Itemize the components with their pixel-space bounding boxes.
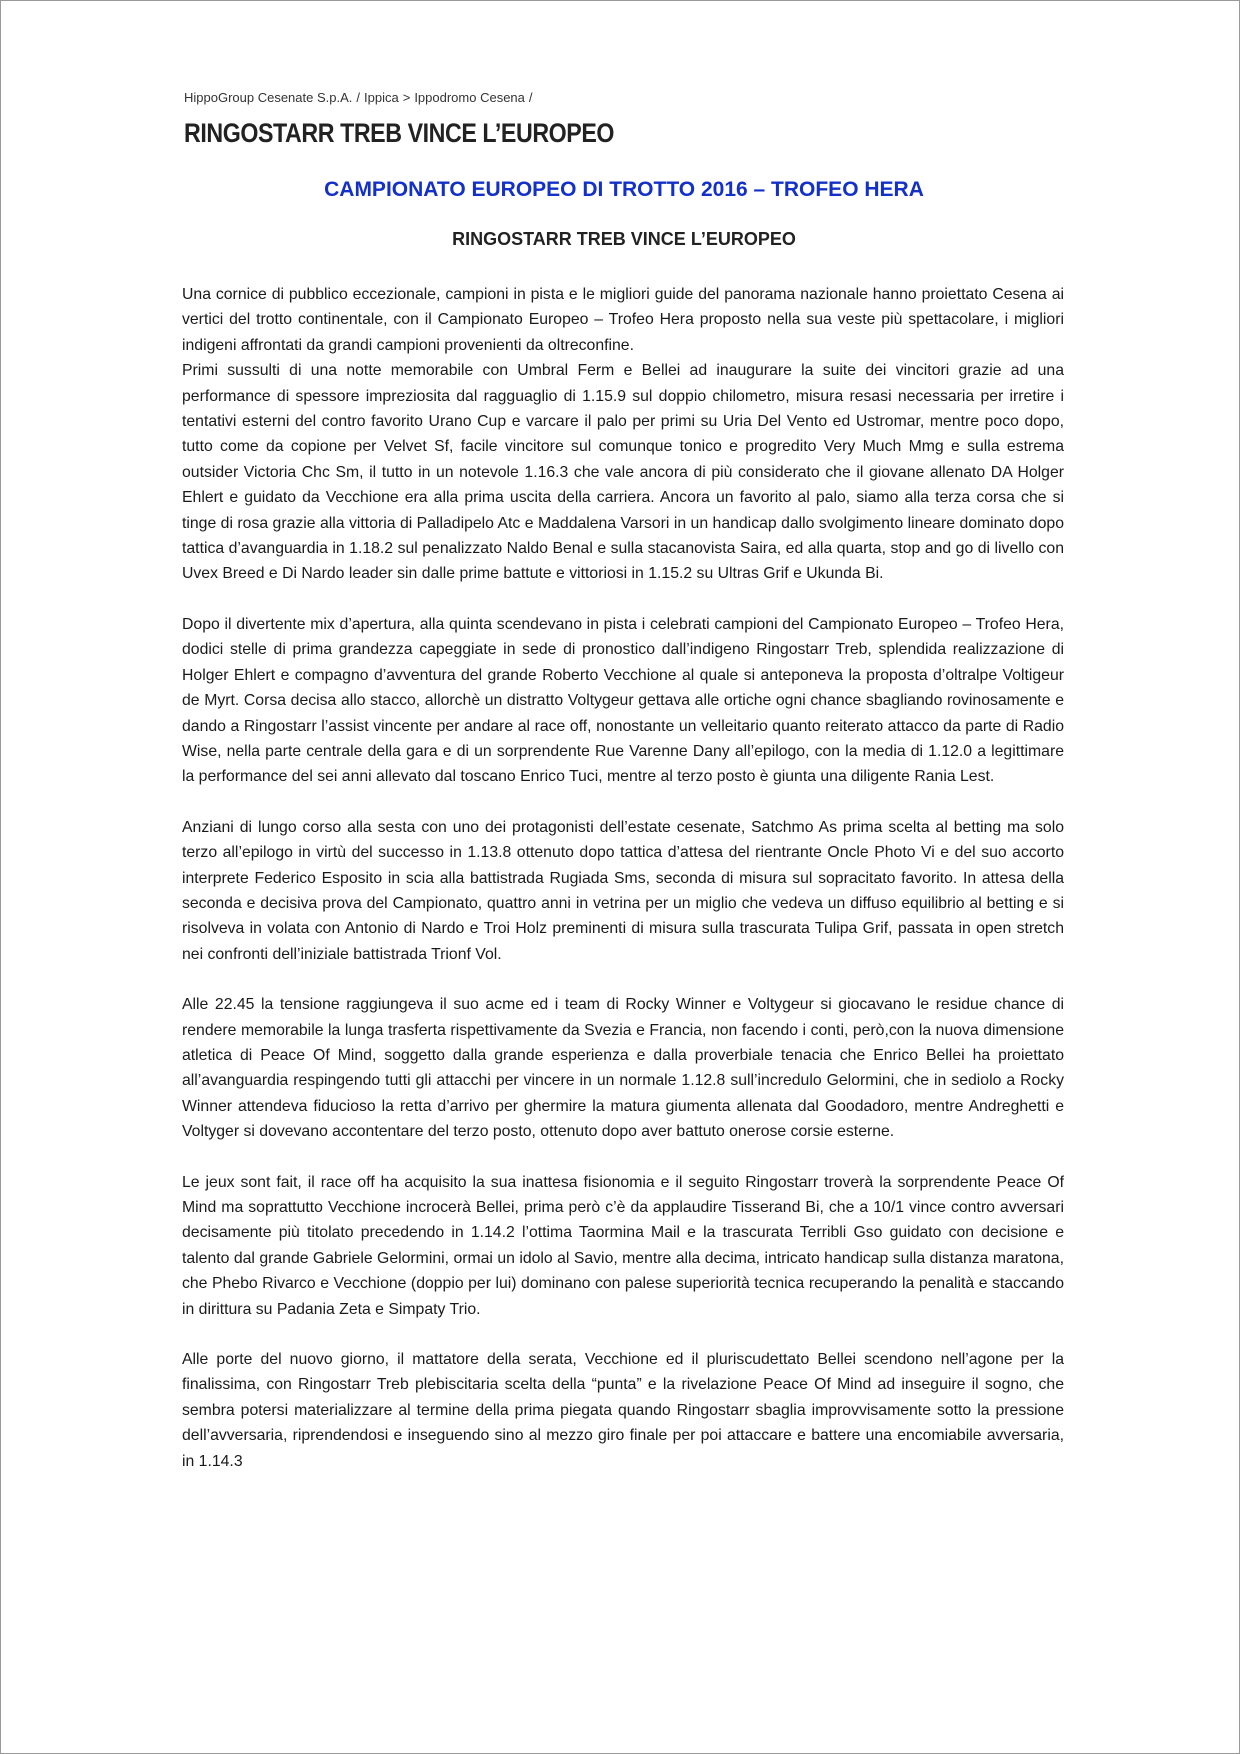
article-main-heading: CAMPIONATO EUROPEO DI TROTTO 2016 – TROFEO HERA — [324, 178, 924, 201]
article-paragraph: Una cornice di pubblico eccezionale, campioni in pista e le migliori guide del panorama nazionale hanno proiettato Cesena ai vertici del trotto continentale, con il Campionato Europeo – Trofeo Hera proposto nella sua veste più spettacolare, i migliori indigeni affrontati da grandi campioni provenienti da oltreconfine. — [182, 286, 1064, 354]
article-sub-heading: RINGOSTARR TREB VINCE L’EUROPEO — [452, 229, 796, 249]
article-paragraph: Alle 22.45 la tensione raggiungeva il suo acme ed i team di Rocky Winner e Voltygeur si giocavano le residue chance di rendere memorabile la lunga trasferta rispettivamente da Svezia e Francia, non facendo i conti, però,con la nuova dimensione atletica di Peace Of Mind, soggetto dalla grande esperienza e dalla proverbiale tenacia che Enrico Bellei ha proiettato all’avanguardia respingendo tutti gli attacchi per vincere in un normale 1.12.8 sull’incredulo Gelormini, che in sediolo a Rocky Winner attendeva fiducioso la retta d’arrivo per ghermire la matura giumenta allenata dal Goodadoro, mentre Andreghetti e Voltyger si dovevano accontentare del terzo posto, ottenuto dopo aver battuto onerose corsie esterne. — [182, 996, 1064, 1141]
article-paragraph: Le jeux sont fait, il race off ha acquisito la sua inattesa fisionomia e il seguito Ringostarr troverà la sorprendente Peace Of Mind ma soprattutto Vecchione incrocerà Bellei, prima però c’è da applaudire Tisserand Bi, che a 10/1 vince contro avversari decisamente più titolato precedendo in 1.14.2 l’ottima Taormina Mail e la trascurata Terribli Gso guidato con decisione e talento dal grande Gabriele Gelormini, ormai un idolo al Savio, mentre alla decima, intricato handicap sulla distanza maratona, che Phebo Rivarco e Vecchione (doppio per lui) dominano con palese superiorità tecnica recuperando la penalità e staccando in dirittura su Padania Zeta e Simpaty Trio. — [182, 1173, 1064, 1318]
breadcrumb-section[interactable]: Ippica — [364, 90, 399, 105]
breadcrumb — [184, 90, 537, 105]
breadcrumb-page[interactable]: Ippodromo Cesena — [414, 90, 525, 105]
article-paragraph: Anziani di lungo corso alla sesta con uno dei protagonisti dell’estate cesenate, Satchmo As prima scelta al betting ma solo terzo all’epilogo in virtù del successo in 1.13.8 ottenuto dopo tattica d’attesa del rientrante Oncle Photo Vi e del suo accorto interprete Federico Esposito in scia alla battistrada Rugiada Sms, seconda di misura sul sopracitato favorito. In attesa della seconda e decisiva prova del Campionato, quattro anni in vetrina per un miglio che vedeva un diffuso equilibrio al betting e si risolveva in volata con Antonio di Nardo e Troi Holz preminenti di misura sulla trascurata Tulipa Grif, passata in open stretch nei confronti dell’iniziale battistrada Trionf Vol. — [182, 818, 1064, 963]
breadcrumb-company[interactable]: HippoGroup Cesenate S.p.A. — [184, 90, 353, 105]
breadcrumb-separator: > — [402, 90, 411, 105]
article-body — [182, 282, 1064, 1474]
article-paragraph: Alle porte del nuovo giorno, il mattatore della serata, Vecchione ed il pluriscudettato Bellei scendono nell’agone per la finalissima, con Ringostarr Treb plebiscitaria scelta della “punta” e la rivelazione Peace Of Mind ad inseguire il sogno, che sembra potersi materializzare al termine della prima piegata quando Ringostarr sbaglia improvvisamente sotto la pressione dell’avversaria, riprendendosi e inseguendo sino al mezzo giro finale per poi attaccare e battere una encomiabile avversaria, in 1.14.3 — [182, 1351, 1064, 1470]
page-title: RINGOSTARR TREB VINCE L’EUROPEO — [184, 118, 615, 148]
breadcrumb-separator: / — [356, 90, 361, 105]
breadcrumb-separator: / — [528, 90, 533, 105]
article-paragraph: Primi sussulti di una notte memorabile con Umbral Ferm e Bellei ad inaugurare la suite dei vincitori grazie ad una performance di spessore impreziosita dal ragguaglio di 1.15.9 sul doppio chilometro, misura resasi necessaria per irretire i tentativi esterni del contro favorito Urano Cup e varcare il palo per primi su Uria Del Vento ed Ustromar, mentre poco dopo, tutto come da copione per Velvet Sf, facile vincitore sul comunque tonico e progredito Very Much Mmg e sulla estrema outsider Victoria Chc Sm, il tutto in un notevole 1.16.3 che vale ancora di più considerato che il giovane allenato DA Holger Ehlert e guidato da Vecchione era alla prima uscita della carriera. Ancora un favorito al palo, siamo alla terza corsa che si tinge di rosa grazie alla vittoria di Palladipelo Atc e Maddalena Varsori in un handicap dallo svolgimento lineare dominato dopo tattica d’avanguardia in 1.18.2 sul penalizzato Naldo Benal e sulla stacanovista Saira, ed alla quarta, stop and go di livello con Uvex Breed e Di Nardo leader sin dalle prime battute e vittoriosi in 1.15.2 su Ultras Grif e Ukunda Bi. — [182, 362, 1064, 583]
article-paragraph: Dopo il divertente mix d’apertura, alla quinta scendevano in pista i celebrati campioni del Campionato Europeo – Trofeo Hera, dodici stelle di prima grandezza capeggiate in sede di pronostico dall’indigeno Ringostarr Treb, splendida realizzazione di Holger Ehlert e compagno d’avventura del grande Roberto Vecchione al quale si anteponeva la proposta d’oltralpe Voltigeur de Myrt. Corsa decisa allo stacco, allorchè un distratto Voltygeur gettava alle ortiche ogni chance sbagliando rovinosamente e dando a Ringostarr l’assist vincente per andare al race off, nonostante un velleitario quanto reiterato attacco da parte di Radio Wise, nella parte centrale della gara e di un sorprendente Rue Varenne Dany all’epilogo, con la media di 1.12.0 a legittimare la performance del sei anni allevato dal toscano Enrico Tuci, mentre al terzo posto è giunta una diligente Rania Lest. — [182, 615, 1064, 786]
